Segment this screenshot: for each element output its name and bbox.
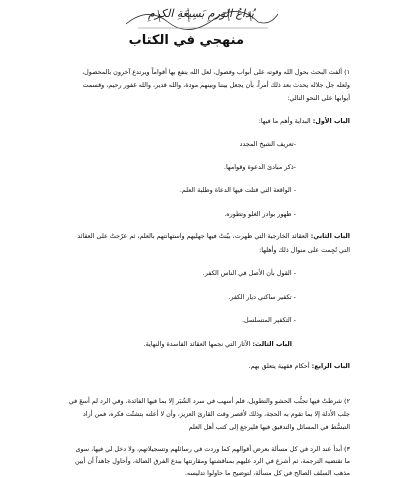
chapter-3-heading [0, 340, 292, 348]
chapter-2-heading [40, 232, 350, 240]
point-2-line-1: ٢) شرطتُ فيها تجنُّب الحشو والتطويل، فلم أسهب في سرد الشُبَر إلا بما فيها الفائدة، وفي الرد لم أسعَ في [68, 397, 350, 405]
chapter-4-label: الباب الرابع: [311, 362, 350, 370]
point-3-line-1: ٣) أبدأ عند الرد في كل مسألة بعرض أقوالهم كما وردت في رسائلهم وتسجيلاتهم، ولا دخل لي فيها، سوى [75, 445, 350, 453]
chapter-1-label: الباب الأول: [312, 117, 350, 125]
calligraphy-text: بُداعُ الوَرمِ بَسِيعَةِ الكرمِ [148, 7, 254, 20]
chapter-1-item-1: -تعريف الشيخ المجدد [239, 140, 296, 148]
chapter-2-item-3: - التكفير المتسلسل. [242, 316, 296, 324]
chapter-1-item-2: -ذكر مبادئ الدعوة وقوامها. [223, 163, 296, 171]
page-title: منهجي في الكتاب [128, 33, 244, 48]
chapter-1-heading [40, 117, 350, 125]
point-2-line-3: التبسُّط في المسائل والتدقيق فيها فليرجع إلى كتب أهل العلم [188, 423, 350, 431]
calligraphy-header [118, 2, 284, 32]
chapter-4-heading [40, 362, 350, 370]
chapter-1-text: البداية وأهم ما فيها: [258, 117, 311, 125]
chapter-1-item-3: - الواقعة التي قتلت فيها الدعاة وطلبة العلم. [179, 186, 296, 194]
chapter-3-text: الآثار التي نجمها العقائد الفاسدة والنهاية. [143, 340, 251, 348]
intro-line-2: ولعله جل جلاله يحدث بعد ذلك أمراً، بأن يجعل بيننا وبينهم مودة، والله قدير، والله غفور رحيم، وقسمت [82, 81, 350, 89]
point-2-line-2: جلب الأدلة إلا بما تقوم به الحجة، وذلك لأقصر وقت القارئ العزيز، وأن لا أعلته بتشتّت فكره، فمن أراد [83, 410, 350, 418]
point-3-line-3: مذهب السلف الصالح في كل مسألة، لتوضيح ما حاولوا تدليسه. [184, 469, 350, 477]
chapter-3-label: الباب الثالث: [252, 340, 292, 348]
chapter-2-line-2: التي نُجِمت على منوال ذلك وأهلها: [259, 246, 350, 254]
point-3-line-2: ما تقتضيه الترجمة، ثم أشرع في الرد عليهم بمناقشتها ومقارنتها ببدع الفرق الضالة، وأحاول جاهداً أن أبين [74, 457, 350, 465]
chapter-1-item-4: - ظهور بوادر الغلو وتطوره. [224, 210, 296, 218]
chapter-2-line-1: العقائد الخارجية التي ظهرت، بيّنتُ فيها جهليهم واستهانتهم بالعلم، ثم عرّجتُ على العقائد [77, 232, 309, 240]
chapter-4-text: أحكام فقهية يتعلق بهم. [248, 362, 310, 370]
intro-line-3: أبوابها على النحو التالي: [287, 94, 350, 102]
chapter-2-label: الباب الثاني: [310, 232, 350, 240]
chapter-2-item-1: - القول بأن الأصل في الناس الكفر. [202, 269, 296, 277]
intro-line-1: ١) ألفت البحث بحول الله وقوته على أبواب وفصول، لعل الله ينفع بها أقواماً ويرتدع آخرون بالمحصول، [82, 68, 350, 76]
chapter-2-item-2: - تكفير ساكني ديار الكفر. [228, 293, 296, 301]
